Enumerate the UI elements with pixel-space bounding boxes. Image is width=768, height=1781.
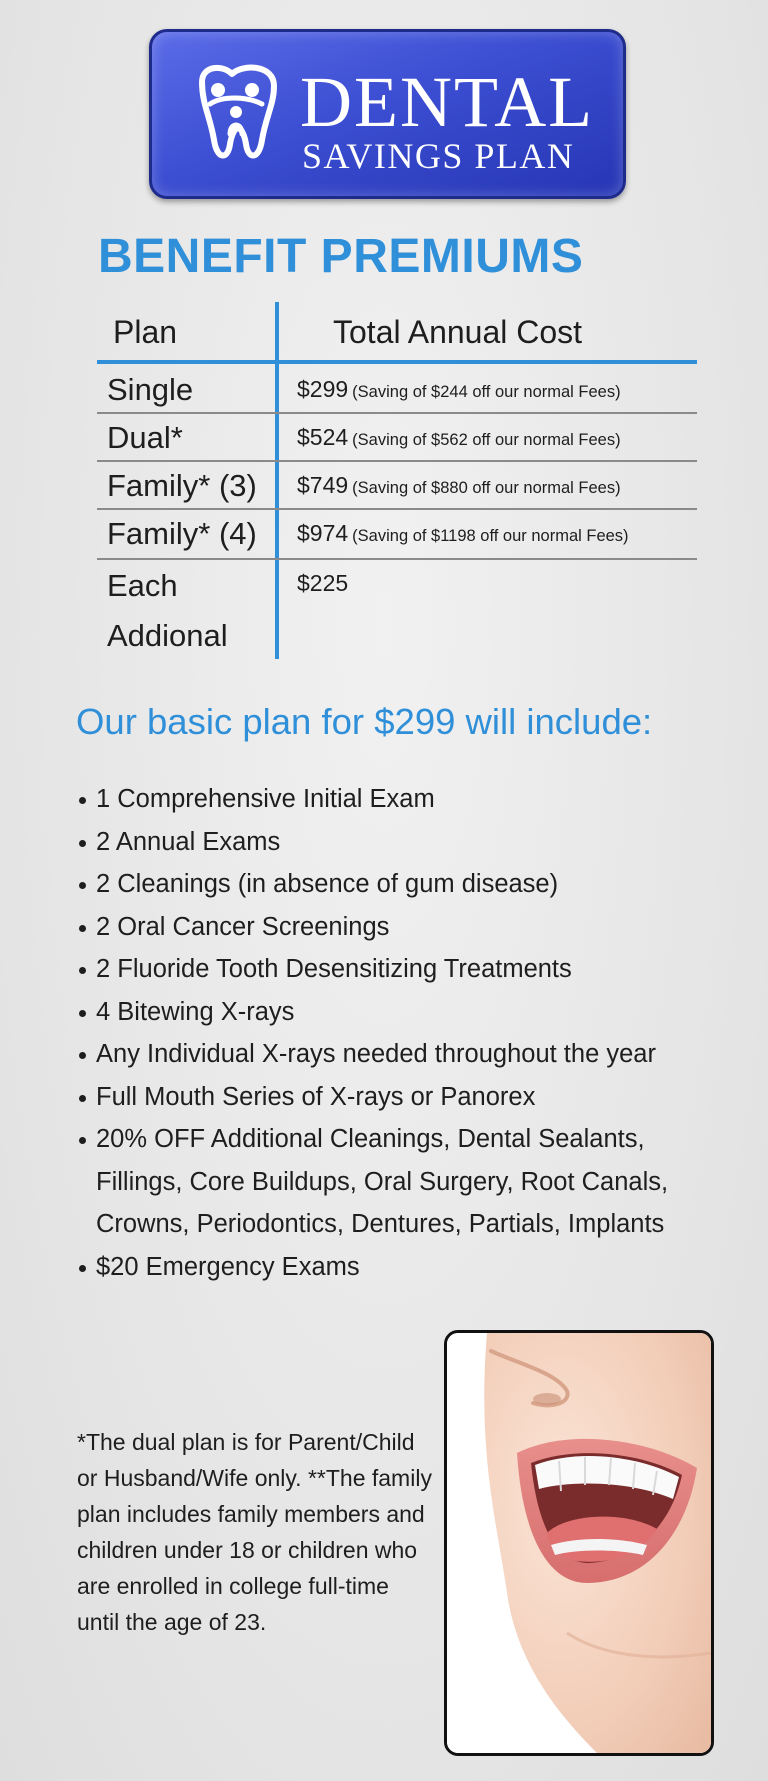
- table-header-plan: Plan: [113, 314, 178, 350]
- table-row: [97, 510, 697, 560]
- logo-word-savings-plan: SAVINGS PLAN: [302, 136, 575, 176]
- basic-plan-heading: Our basic plan for $299 will include:: [76, 701, 653, 742]
- list-item-continuation: Crowns, Periodontics, Dentures, Partials, Implants: [96, 1210, 665, 1238]
- plan-price: $524: [297, 424, 349, 450]
- list-item: $20 Emergency Exams: [76, 1246, 716, 1289]
- plan-saving-note: (Saving of $880 off our normal Fees): [352, 479, 621, 497]
- list-item: 2 Annual Exams: [76, 821, 716, 864]
- list-item: 2 Oral Cancer Screenings: [76, 906, 716, 949]
- table-row: [97, 364, 697, 414]
- plan-name: Family* (3): [107, 468, 257, 503]
- plan-name-line1: Each: [107, 568, 178, 603]
- included-benefits-list: [76, 778, 716, 1288]
- table-header-cost: Total Annual Cost: [333, 314, 583, 350]
- list-item: Full Mouth Series of X-rays or Panorex: [76, 1076, 716, 1119]
- plan-price: $299: [297, 376, 349, 402]
- smiling-mouth-illustration: [447, 1333, 711, 1753]
- plan-price: $749: [297, 472, 349, 498]
- plan-cost: [297, 470, 621, 503]
- table-row: [97, 462, 697, 510]
- plan-price: $225: [297, 570, 349, 596]
- list-item: 20% OFF Additional Cleanings, Dental Sealants,: [76, 1118, 716, 1161]
- plan-name: Dual*: [107, 420, 183, 455]
- list-item: 1 Comprehensive Initial Exam: [76, 778, 716, 821]
- list-item: 2 Fluoride Tooth Desensitizing Treatments: [76, 948, 716, 991]
- smiling-mouth-photo: [444, 1330, 714, 1756]
- table-row: [97, 560, 697, 660]
- list-item: Any Individual X-rays needed throughout the year: [76, 1033, 716, 1076]
- table-row: [97, 414, 697, 462]
- plan-saving-note: (Saving of $244 off our normal Fees): [352, 383, 621, 401]
- list-item: 2 Cleanings (in absence of gum disease): [76, 863, 716, 906]
- plan-saving-note: (Saving of $562 off our normal Fees): [352, 431, 621, 449]
- plan-name-line2: Addional: [107, 618, 228, 653]
- logo-word-dental: DENTAL: [300, 62, 595, 142]
- plan-name: Single: [107, 372, 194, 407]
- dental-savings-plan-logo: [149, 29, 626, 199]
- list-item: 4 Bitewing X-rays: [76, 991, 716, 1034]
- plan-cost: [297, 518, 629, 551]
- premiums-table: [97, 300, 697, 660]
- plan-cost: [297, 568, 348, 598]
- plan-cost: [297, 374, 621, 407]
- tooth-family-icon: [188, 60, 288, 170]
- plan-cost: [297, 422, 621, 455]
- benefit-premiums-heading: BENEFIT PREMIUMS: [98, 230, 584, 283]
- plan-footnote: *The dual plan is for Parent/Child or Husband/Wife only. **The family plan includes family members and children under 18 or children who are enrolled in college full-time until the age of 23.: [77, 1429, 432, 1635]
- plan-saving-note: (Saving of $1198 off our normal Fees): [352, 527, 629, 545]
- plan-name: Family* (4): [107, 516, 257, 551]
- plan-price: $974: [297, 520, 349, 546]
- list-item-continuation: Fillings, Core Buildups, Oral Surgery, Root Canals,: [96, 1167, 669, 1196]
